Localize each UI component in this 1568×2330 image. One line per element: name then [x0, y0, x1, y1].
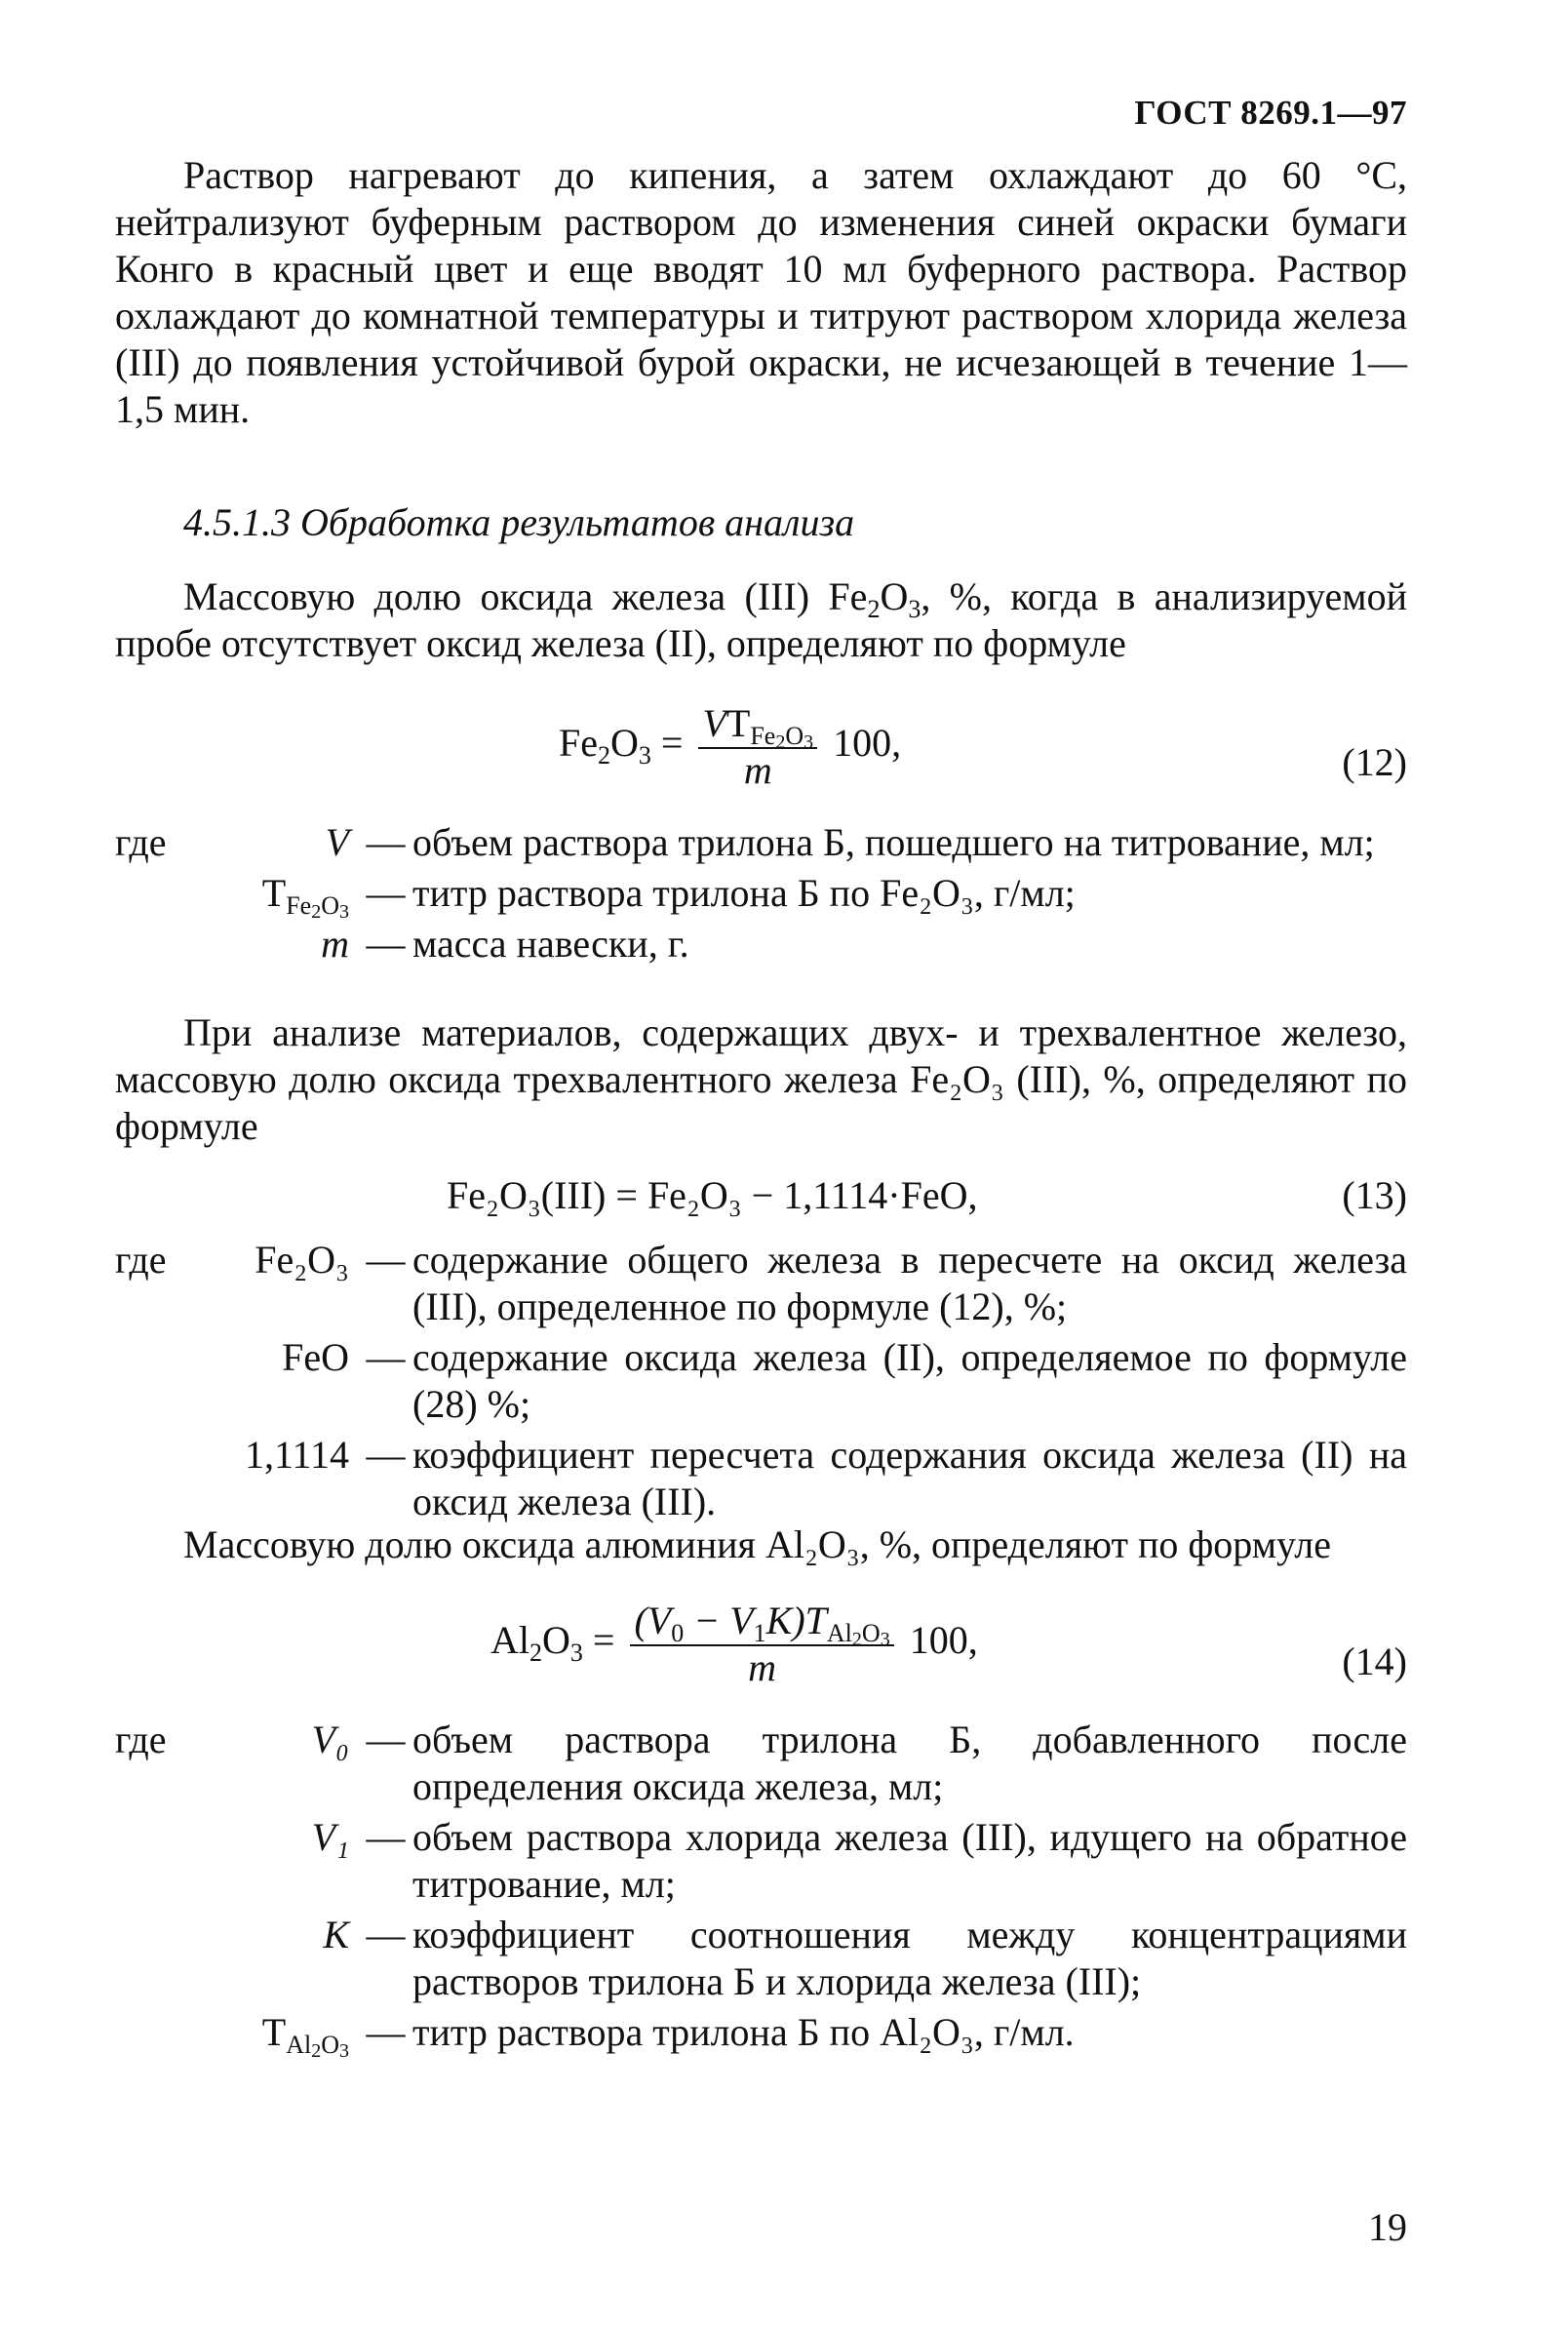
paragraph-mixed-iron: При анализе материалов, содержащих двух- и трехвалентное железо, массовую долю оксида трехвалентного железа Fe₂O₃ (III), %, определяют по формуле — [115, 1010, 1407, 1148]
definition-row: где V₀ — объем раствора трилона Б, добавленного после определения оксида железа, мл; — [115, 1718, 1407, 1808]
definition-row: $T_{Fe_2O_3}$ — титр раствора трилона Б по Fe₂O₃, г/мл; — [261, 871, 1076, 923]
formula-12: $Fe_2O_3$ = $\frac{VT_{Fe_2O_3}}{m}$ 100, — [559, 701, 902, 792]
definition-row: K — коэффициент соотношения между концентрациями растворов трилона Б и хлорида железа (III); — [323, 1913, 1407, 2003]
definitions-12 — [115, 819, 1407, 971]
formula-13: Fe₂O₃(III) = Fe₂O₃ − 1,1114·FeO, — [447, 1173, 978, 1217]
definition-row: V₁ — объем раствора хлорида железа (III), идущего на обратное титрование, мл; — [311, 1815, 1407, 1906]
document-page — [115, 0, 1407, 2330]
fraction-14: $\frac{(V_0 - V_1K)T_{Al_2O_3}}{m}$ — [630, 1599, 893, 1689]
paragraph-alumina: Массовую долю оксида алюминия Al₂O₃, %, определяют по формуле — [183, 1522, 1331, 1566]
definition-row: FeO — содержание оксида железа (II), определяемое по формуле (28) %; — [282, 1335, 1407, 1426]
paragraph-boiling: Раствор нагревают до кипения, а затем охлаждают до 60 °С, нейтрализуют буферным раствором до изменения синей окраски бумаги Конго в красный цвет и еще вводят 10 мл буферного раствора. Раствор охлаждают до комнатной температуры и титруют раствором хлорида железа (III) до появления устойчивой бурой окраски, не исчезающей в течение 1—1,5 мин. — [115, 153, 1407, 431]
fraction-12: $\frac{VT_{Fe_2O_3}}{m}$ — [698, 702, 817, 792]
formula-14: $Al_2O_3$ = $\frac{(V_0 - V_1K)T_{Al_2O_3}}{m}$ 100, — [490, 1599, 978, 1689]
definition-row: $T_{Al_2O_3}$ — титр раствора трилона Б по Al₂O₃, г/мл. — [261, 2010, 1075, 2062]
definition-row: где Fe₂O₃ — содержание общего железа в пересчете на оксид железа (III), определенное по формуле (12), %; — [115, 1238, 1407, 1328]
section-heading: 4.5.1.3 Обработка результатов анализа — [183, 500, 855, 544]
paragraph-fe2o3-intro: Массовую долю оксида железа (III) $Fe_2O_3$, %, когда в анализируемой пробе отсутствует оксид железа (II), определяют по формуле — [115, 574, 1407, 665]
definition-row: где V — объем раствора трилона Б, пошедшего на титрование, мл; — [115, 820, 1375, 864]
equation-number-12: (12) — [1342, 740, 1407, 784]
page-number: 19 — [1368, 2205, 1407, 2249]
equation-number-13: (13) — [1342, 1173, 1407, 1217]
equation-number-14: (14) — [1342, 1639, 1407, 1683]
definition-row: 1,1114 — коэффициент пересчета содержания оксида железа (II) на оксид железа (III). — [244, 1433, 1407, 1523]
definitions-13 — [115, 1237, 1407, 1529]
standard-header: ГОСТ 8269.1—97 — [1134, 94, 1407, 132]
definition-row: m — масса навески, г. — [321, 922, 689, 966]
definitions-14 — [115, 1717, 1407, 2060]
